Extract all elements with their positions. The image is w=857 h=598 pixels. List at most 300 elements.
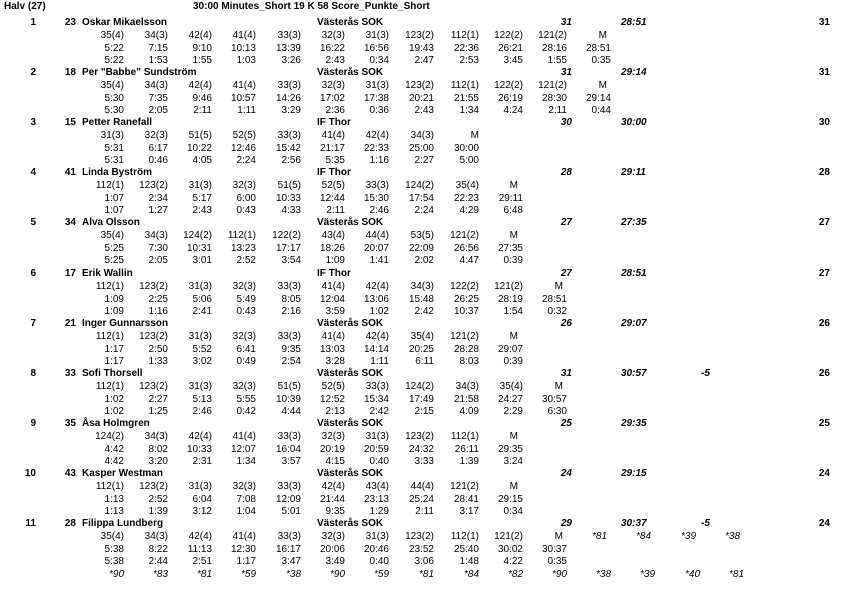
split-time: 2:11 xyxy=(193,105,212,117)
control-code: 33(3) xyxy=(277,30,301,41)
split-time: 3:49 xyxy=(325,556,345,567)
control-code: 33(3) xyxy=(277,330,301,342)
result-entry xyxy=(0,17,857,67)
cumulative-time: 23:52 xyxy=(408,544,434,555)
split-time: 1:27 xyxy=(148,205,168,217)
split-time: 1:48 xyxy=(459,556,479,567)
extra-control: *39 xyxy=(680,531,696,542)
split-time: 2:47 xyxy=(414,55,434,66)
extra-punches-row xyxy=(0,569,857,581)
control-code: 42(4) xyxy=(188,80,212,92)
split-time: 3:12 xyxy=(192,505,212,517)
cumulative-times-row xyxy=(0,243,857,255)
split-time: 3:26 xyxy=(281,55,301,66)
split-time: 0:39 xyxy=(503,255,523,267)
split-time: 1:09 xyxy=(325,255,345,267)
split-time: 1:11 xyxy=(237,105,256,117)
cumulative-time: 30:00 xyxy=(453,143,479,155)
cumulative-time: 20:19 xyxy=(319,443,345,455)
split-time: 2:11 xyxy=(548,105,567,117)
score-points: 26 xyxy=(560,317,572,329)
split-time: 2:43 xyxy=(192,205,212,217)
split-time: 2:51 xyxy=(192,556,212,567)
split-time: 4:33 xyxy=(281,205,301,217)
split-time: 1:17 xyxy=(236,556,256,567)
control-code: 52(5) xyxy=(321,380,345,392)
split-times-row xyxy=(0,356,857,368)
control-code: 34(3) xyxy=(144,230,168,242)
cumulative-time: 16:17 xyxy=(275,544,301,555)
cumulative-time: 12:46 xyxy=(230,143,256,155)
split-time: 8:03 xyxy=(459,355,479,367)
control-code: 42(4) xyxy=(365,130,389,142)
control-code: 112(1) xyxy=(450,80,479,92)
control-code: 31(3) xyxy=(365,531,389,542)
cumulative-time: 6:00 xyxy=(236,193,256,205)
cumulative-time: 7:15 xyxy=(148,43,168,54)
split-time: 3:54 xyxy=(281,255,301,267)
split-time: 5:01 xyxy=(281,505,301,517)
control-code: 41(4) xyxy=(321,130,345,142)
name-row xyxy=(0,67,857,79)
split-time: 2:24 xyxy=(236,155,256,167)
split-time: 3:17 xyxy=(459,505,479,517)
cumulative-time: 18:26 xyxy=(319,243,345,255)
control-code: 122(2) xyxy=(450,280,479,292)
runner-name: Linda Byström xyxy=(82,167,153,179)
split-time: 1:09 xyxy=(104,305,124,317)
runner-name: Petter Ranefall xyxy=(82,117,153,129)
split-time: 3:29 xyxy=(281,105,301,117)
control-code: 121(2) xyxy=(538,30,567,41)
control-code: 33(3) xyxy=(277,430,301,442)
finish-time: 29:07 xyxy=(621,317,647,329)
cumulative-time: 17:17 xyxy=(275,243,301,255)
cumulative-time: 13:39 xyxy=(275,43,301,54)
split-time: 2:52 xyxy=(236,255,256,267)
cumulative-times-row xyxy=(0,344,857,356)
split-time: 5:38 xyxy=(104,556,124,567)
control-code: 32(3) xyxy=(321,531,345,542)
control-code: 34(3) xyxy=(144,531,168,542)
cumulative-time: 22:36 xyxy=(453,43,479,54)
split-time: 5:35 xyxy=(325,155,345,167)
control-code: 41(4) xyxy=(232,80,256,92)
score-points: 25 xyxy=(560,417,572,429)
split-time: 2:02 xyxy=(414,255,434,267)
bib-number: 35 xyxy=(64,417,76,429)
cumulative-time: 29:35 xyxy=(497,443,523,455)
control-code: 123(2) xyxy=(405,80,434,92)
result-entry xyxy=(0,318,857,368)
controls-row xyxy=(0,80,857,92)
cumulative-time: 24:27 xyxy=(497,393,523,405)
control-code: 123(2) xyxy=(139,280,168,292)
split-time: 1:39 xyxy=(459,455,479,467)
place: 9 xyxy=(30,417,36,429)
split-time: 1:17 xyxy=(104,355,124,367)
cumulative-time: 2:50 xyxy=(148,343,168,355)
split-time: 4:24 xyxy=(503,105,523,117)
control-code: 122(2) xyxy=(494,30,523,41)
split-time: 1:07 xyxy=(104,205,124,217)
name-row xyxy=(0,518,857,530)
cumulative-time: 2:52 xyxy=(148,493,168,505)
control-code: 34(3) xyxy=(144,30,168,41)
cumulative-time: 2:34 xyxy=(148,193,168,205)
split-time: 0:46 xyxy=(148,155,168,167)
split-time: 1:53 xyxy=(148,55,168,66)
split-time: 0:32 xyxy=(547,305,567,317)
finish-marker: M xyxy=(509,430,518,442)
finish-marker: M xyxy=(509,180,518,192)
control-code: 121(2) xyxy=(538,80,567,92)
split-time: 3:02 xyxy=(192,355,212,367)
result-entry xyxy=(0,67,857,117)
split-time: 2:56 xyxy=(281,155,301,167)
cumulative-time: 22:23 xyxy=(453,193,479,205)
control-code: 42(4) xyxy=(188,531,212,542)
control-code: 121(2) xyxy=(494,531,523,542)
control-code: 42(4) xyxy=(365,280,389,292)
cumulative-time: 10:39 xyxy=(275,393,301,405)
split-time: 3:45 xyxy=(503,55,523,66)
extra-punch: *59 xyxy=(240,569,256,580)
split-time: 0:35 xyxy=(547,556,567,567)
extra-control: *84 xyxy=(635,531,651,542)
name-row xyxy=(0,217,857,229)
split-time: 4:44 xyxy=(281,405,301,417)
place: 6 xyxy=(30,267,36,279)
score-points: 24 xyxy=(560,467,572,479)
control-code: 35(4) xyxy=(100,531,124,542)
split-time: 6:48 xyxy=(503,205,523,217)
cumulative-time: 7:30 xyxy=(148,243,168,255)
split-time: 2:15 xyxy=(414,405,434,417)
cumulative-time: 1:13 xyxy=(104,493,124,505)
finish-time: 30:00 xyxy=(621,117,647,129)
controls-row xyxy=(0,431,857,443)
cumulative-time: 10:57 xyxy=(230,93,256,105)
split-time: 5:31 xyxy=(104,155,124,167)
control-code: 32(3) xyxy=(232,480,256,492)
finish-time: 27:35 xyxy=(621,217,647,229)
cumulative-time: 13:06 xyxy=(363,293,389,305)
split-time: 4:42 xyxy=(104,455,124,467)
split-time: 2:24 xyxy=(414,205,434,217)
cumulative-time: 20:25 xyxy=(408,343,434,355)
split-time: 3:06 xyxy=(414,556,434,567)
split-time: 1:11 xyxy=(370,355,389,367)
finish-marker: M xyxy=(470,130,479,142)
control-code: 34(3) xyxy=(410,130,434,142)
penalty: -5 xyxy=(701,367,710,379)
extra-punch: *81 xyxy=(418,569,434,580)
place: 10 xyxy=(24,467,36,479)
split-time: 2:11 xyxy=(415,505,434,517)
control-code: 33(3) xyxy=(277,531,301,542)
split-time: 0:40 xyxy=(369,455,389,467)
control-code: 124(2) xyxy=(405,180,434,192)
control-code: 35(4) xyxy=(455,180,479,192)
result-entry xyxy=(0,368,857,418)
cumulative-time: 11:13 xyxy=(187,544,212,555)
extra-control: *81 xyxy=(591,531,607,542)
total-score: 31 xyxy=(818,17,830,28)
split-time: 1:04 xyxy=(236,505,256,517)
split-times-row xyxy=(0,506,857,518)
split-time: 9:35 xyxy=(325,505,345,517)
control-code: 124(2) xyxy=(405,380,434,392)
split-time: 0:35 xyxy=(591,55,611,66)
place: 5 xyxy=(30,217,36,229)
control-code: 35(4) xyxy=(100,80,124,92)
control-code: 31(3) xyxy=(365,430,389,442)
cumulative-time: 17:54 xyxy=(408,193,434,205)
runner-name: Kasper Westman xyxy=(82,467,163,479)
cumulative-time: 21:58 xyxy=(453,393,479,405)
split-time: 10:37 xyxy=(453,305,479,317)
control-code: 31(3) xyxy=(188,380,212,392)
controls-row xyxy=(0,481,857,493)
split-time: 2:46 xyxy=(369,205,389,217)
split-time: 2:11 xyxy=(326,205,345,217)
controls-row xyxy=(0,531,857,543)
control-code: 43(4) xyxy=(365,480,389,492)
split-time: 2:16 xyxy=(281,305,301,317)
control-code: 34(3) xyxy=(410,280,434,292)
bib-number: 21 xyxy=(64,317,76,329)
extra-punch: *84 xyxy=(463,569,479,580)
control-code: 121(2) xyxy=(450,330,479,342)
cumulative-time: 15:48 xyxy=(408,293,434,305)
extra-punch: *81 xyxy=(196,569,212,580)
control-code: 32(3) xyxy=(232,280,256,292)
extra-punch: *81 xyxy=(728,569,744,580)
split-time: 1:55 xyxy=(192,55,212,66)
finish-marker: M xyxy=(554,531,563,542)
cumulative-time: 29:15 xyxy=(497,493,523,505)
result-entry xyxy=(0,518,857,580)
cumulative-time: 5:52 xyxy=(192,343,212,355)
control-code: 112(1) xyxy=(95,480,124,492)
split-time: 2:41 xyxy=(192,305,212,317)
cumulative-time: 30:57 xyxy=(541,393,567,405)
split-time: 5:00 xyxy=(459,155,479,167)
split-time: 3:28 xyxy=(325,355,345,367)
split-time: 1:41 xyxy=(369,255,389,267)
control-code: 112(1) xyxy=(450,430,479,442)
control-code: 112(1) xyxy=(95,180,124,192)
cumulative-times-row xyxy=(0,444,857,456)
cumulative-time: 1:09 xyxy=(104,293,124,305)
split-times-row xyxy=(0,55,857,67)
name-row xyxy=(0,318,857,330)
split-time: 1:02 xyxy=(104,405,124,417)
control-code: 121(2) xyxy=(450,480,479,492)
cumulative-time: 26:56 xyxy=(453,243,479,255)
score-points: 31 xyxy=(560,67,572,79)
cumulative-time: 25:40 xyxy=(453,544,479,555)
place: 3 xyxy=(30,117,36,129)
controls-row xyxy=(0,281,857,293)
cumulative-time: 1:17 xyxy=(104,343,124,355)
split-times-row xyxy=(0,406,857,418)
cumulative-time: 5:13 xyxy=(192,393,212,405)
cumulative-time: 12:04 xyxy=(319,293,345,305)
split-time: 0:36 xyxy=(369,105,389,117)
control-code: 41(4) xyxy=(321,280,345,292)
control-code: 51(5) xyxy=(277,180,301,192)
club-name: Västerås SOK xyxy=(317,417,384,429)
cumulative-time: 20:46 xyxy=(363,544,389,555)
split-time: 5:22 xyxy=(104,55,124,66)
finish-marker: M xyxy=(554,280,563,292)
split-time: 4:29 xyxy=(459,205,479,217)
split-time: 3:33 xyxy=(414,455,434,467)
cumulative-time: 17:38 xyxy=(363,93,389,105)
cumulative-time: 23:13 xyxy=(363,493,389,505)
cumulative-time: 29:11 xyxy=(498,193,523,205)
cumulative-time: 27:35 xyxy=(497,243,523,255)
control-code: 124(2) xyxy=(183,230,212,242)
place: 7 xyxy=(30,317,36,329)
control-code: 123(2) xyxy=(139,380,168,392)
bib-number: 28 xyxy=(64,518,76,529)
control-code: 33(3) xyxy=(277,480,301,492)
split-times-row xyxy=(0,306,857,318)
split-time: 4:09 xyxy=(459,405,479,417)
runner-name: Åsa Holmgren xyxy=(82,417,150,429)
cumulative-time: 22:09 xyxy=(408,243,434,255)
control-code: 32(3) xyxy=(232,380,256,392)
split-time: 4:22 xyxy=(503,556,523,567)
score-points: 28 xyxy=(560,167,572,179)
cumulative-time: 29:07 xyxy=(497,343,523,355)
split-time: 1:54 xyxy=(503,305,523,317)
cumulative-time: 5:22 xyxy=(104,43,124,54)
control-code: 41(4) xyxy=(232,430,256,442)
split-time: 1:13 xyxy=(104,505,124,517)
cumulative-time: 5:49 xyxy=(236,293,256,305)
controls-row xyxy=(0,381,857,393)
control-code: 31(3) xyxy=(100,130,124,142)
split-time: 0:34 xyxy=(503,505,523,517)
split-time: 0:43 xyxy=(236,305,256,317)
cumulative-time: 5:55 xyxy=(236,393,256,405)
cumulative-time: 5:06 xyxy=(192,293,212,305)
cumulative-time: 9:46 xyxy=(192,93,212,105)
split-time: 1:16 xyxy=(369,155,389,167)
cumulative-time: 5:17 xyxy=(192,193,212,205)
total-score: 26 xyxy=(818,367,830,379)
split-times-row xyxy=(0,155,857,167)
runner-name: Inger Gunnarsson xyxy=(82,317,169,329)
cumulative-time: 21:17 xyxy=(319,143,345,155)
split-time: 2:29 xyxy=(503,405,523,417)
cumulative-time: 21:55 xyxy=(453,93,479,105)
cumulative-time: 10:13 xyxy=(230,43,256,54)
cumulative-time: 12:30 xyxy=(230,544,256,555)
total-score: 31 xyxy=(818,67,830,79)
place: 1 xyxy=(30,17,36,28)
extra-punch: *39 xyxy=(639,569,655,580)
cumulative-time: 12:07 xyxy=(230,443,256,455)
cumulative-time: 16:56 xyxy=(363,43,389,54)
cumulative-time: 17:02 xyxy=(319,93,345,105)
controls-row xyxy=(0,331,857,343)
split-time: 3:20 xyxy=(148,455,168,467)
split-time: 0:42 xyxy=(236,405,256,417)
finish-time: 29:14 xyxy=(621,67,647,79)
cumulative-time: 15:34 xyxy=(363,393,389,405)
finish-marker: M xyxy=(509,480,518,492)
control-code: 33(3) xyxy=(277,130,301,142)
cumulative-time: 13:03 xyxy=(319,343,345,355)
control-code: 121(2) xyxy=(494,280,523,292)
split-time: 1:33 xyxy=(148,355,168,367)
cumulative-time: 14:14 xyxy=(363,343,389,355)
split-time: 2:13 xyxy=(325,405,345,417)
cumulative-time: 20:06 xyxy=(319,544,345,555)
control-code: 34(3) xyxy=(455,380,479,392)
split-time: 0:39 xyxy=(503,355,523,367)
bib-number: 41 xyxy=(64,167,76,179)
bib-number: 34 xyxy=(64,217,76,229)
result-entry xyxy=(0,418,857,468)
control-code: 123(2) xyxy=(139,330,168,342)
cumulative-time: 15:30 xyxy=(363,193,389,205)
cumulative-time: 2:27 xyxy=(148,393,168,405)
split-time: 3:47 xyxy=(281,556,301,567)
control-code: 32(3) xyxy=(232,330,256,342)
score-points: 31 xyxy=(560,17,572,28)
control-code: 121(2) xyxy=(450,230,479,242)
control-code: 33(3) xyxy=(277,80,301,92)
place: 4 xyxy=(30,167,36,179)
control-code: 112(1) xyxy=(95,330,124,342)
name-row xyxy=(0,117,857,129)
split-time: 0:49 xyxy=(236,355,256,367)
controls-row xyxy=(0,130,857,142)
split-time: 5:30 xyxy=(104,105,124,117)
cumulative-time: 6:17 xyxy=(148,143,168,155)
extra-punch: *83 xyxy=(152,569,168,580)
bib-number: 33 xyxy=(64,367,76,379)
split-times-row xyxy=(0,105,857,117)
name-row xyxy=(0,268,857,280)
cumulative-time: 29:14 xyxy=(585,93,611,105)
cumulative-time: 26:19 xyxy=(497,93,523,105)
control-code: 44(4) xyxy=(410,480,434,492)
name-row xyxy=(0,368,857,380)
control-code: 122(2) xyxy=(272,230,301,242)
control-code: 44(4) xyxy=(365,230,389,242)
split-time: 4:15 xyxy=(325,455,345,467)
place: 2 xyxy=(30,67,36,79)
cumulative-time: 1:07 xyxy=(104,193,124,205)
cumulative-time: 19:43 xyxy=(408,43,434,54)
split-time: 2:46 xyxy=(192,405,212,417)
club-name: Västerås SOK xyxy=(317,217,384,229)
split-time: 1:02 xyxy=(369,305,389,317)
extra-punch: *38 xyxy=(285,569,301,580)
control-code: 41(4) xyxy=(232,531,256,542)
cumulative-times-row xyxy=(0,544,857,556)
finish-marker: M xyxy=(554,380,563,392)
split-times-row xyxy=(0,255,857,267)
cumulative-time: 25:00 xyxy=(408,143,434,155)
